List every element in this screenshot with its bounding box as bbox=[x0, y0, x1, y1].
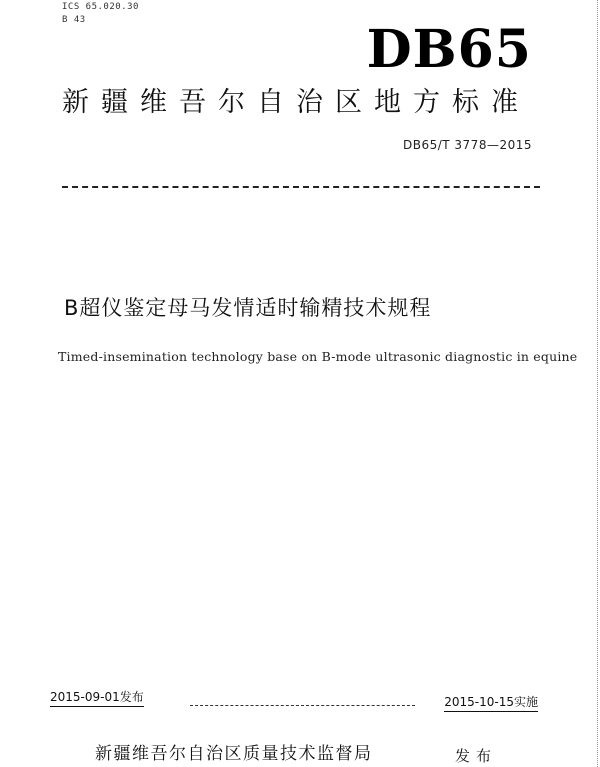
standard-type-label: 新疆维吾尔自治区地方标准 bbox=[62, 87, 530, 118]
separator-line bbox=[62, 186, 540, 192]
issuing-authority: 新疆维吾尔自治区质量技术监督局 bbox=[95, 744, 373, 764]
implement-date: 2015-10-15实施 bbox=[444, 693, 538, 712]
standard-code-large: DB65 bbox=[366, 19, 532, 80]
ics-code: ICS 65.020.30 bbox=[62, 2, 139, 12]
standard-number: DB65/T 3778—2015 bbox=[402, 138, 532, 152]
page-edge bbox=[596, 0, 598, 767]
document-title-english: Timed-insemination technology base on B-mode ultrasonic diagnostic in equine bbox=[58, 349, 578, 364]
classification-code: B 43 bbox=[62, 15, 86, 25]
document-title-chinese: B超仪鉴定母马发情适时输精技术规程 bbox=[64, 296, 432, 320]
date-separator-line bbox=[190, 705, 415, 708]
publish-date: 2015-09-01发布 bbox=[50, 688, 144, 707]
issue-label: 发布 bbox=[455, 747, 498, 765]
